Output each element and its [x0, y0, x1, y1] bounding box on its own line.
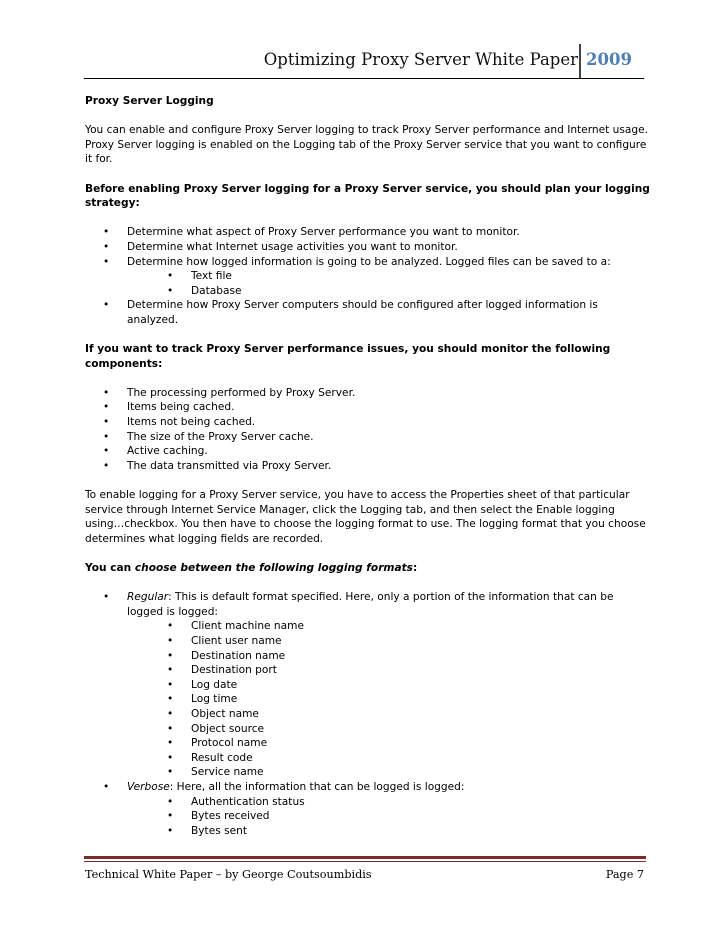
formats-heading-emph: choose between the following logging formats: [134, 562, 413, 574]
list-item: • Bytes sent: [127, 824, 650, 839]
footer-author: Technical White Paper – by George Coutsoumbidis: [85, 868, 372, 881]
verbose-text: : Here, all the information that can be logged is logged:: [169, 780, 465, 793]
footer-rule-thin: [84, 861, 646, 862]
regular-fields-list: [169, 619, 650, 780]
list-item: • Authentication status: [127, 795, 650, 810]
plan-heading: Before enabling Proxy Server logging for a Proxy Server service, you should plan your logging strategy:: [85, 182, 650, 210]
list-item: • Result code: [127, 751, 650, 766]
list-item: • Determine how Proxy Server computers should be configured after logged information is analyzed.: [85, 298, 650, 327]
formats-heading-suffix: :: [412, 562, 418, 574]
list-item: • Object name: [127, 707, 650, 722]
list-item: • Database: [127, 284, 650, 299]
intro-paragraph: You can enable and configure Proxy Server logging to track Proxy Server performance and Internet usage. Proxy Server logging is enabled on the Logging tab of the Proxy Server service that you want to configure it for.: [85, 124, 648, 166]
list-item-verbose: [85, 780, 650, 838]
list-item: • The processing performed by Proxy Server.: [85, 386, 650, 401]
monitor-list: [85, 386, 650, 474]
regular-label: Regular: [127, 591, 169, 604]
page-number: Page 7: [605, 868, 644, 881]
list-item: • Protocol name: [127, 736, 650, 751]
list-item: • Client user name: [127, 634, 650, 649]
list-item: • Determine what aspect of Proxy Server performance you want to monitor.: [85, 225, 650, 240]
list-item-text: Determine how logged information is going to be analyzed. Logged files can be saved to a:: [127, 255, 611, 268]
list-item: • Destination port: [127, 663, 650, 678]
footer-rule: [84, 856, 646, 859]
regular-text: : This is default format specified. Here, only a portion of the information that can be logged is logged:: [127, 591, 614, 618]
verbose-label: Verbose: [127, 780, 170, 793]
list-item: • Object source: [127, 722, 650, 737]
list-item: • Text file: [127, 269, 650, 284]
formats-list: [85, 590, 650, 838]
header-divider: [579, 44, 581, 78]
list-item: • Bytes received: [127, 809, 650, 824]
list-item: • Destination name: [127, 649, 650, 664]
list-item: • Items not being cached.: [85, 415, 650, 430]
list-item: • Log time: [127, 692, 650, 707]
list-item: • The data transmitted via Proxy Server.: [85, 459, 650, 474]
verbose-fields-list: [169, 795, 650, 839]
list-item: • Active caching.: [85, 444, 650, 459]
storage-sublist: [169, 269, 650, 298]
list-item: • Client machine name: [127, 619, 650, 634]
list-item: • Log date: [127, 678, 650, 693]
page-header: [84, 44, 644, 76]
page-body: [85, 94, 650, 838]
header-title: Optimizing Proxy Server White Paper: [263, 50, 578, 69]
monitor-heading: If you want to track Proxy Server performance issues, you should monitor the following components:: [85, 343, 611, 370]
list-item: • Determine what Internet usage activities you want to monitor.: [85, 240, 650, 255]
formats-heading-prefix: You can: [85, 562, 135, 574]
list-item: • Service name: [127, 765, 650, 780]
list-item: • The size of the Proxy Server cache.: [85, 430, 650, 445]
enable-paragraph: To enable logging for a Proxy Server service, you have to access the Properties sheet of that particular service through Internet Service Manager, click the Logging tab, and then select the Enable logging using…checkbox. You then have to choose the logging format to use. The logging format that you choose determines what logging fields are recorded.: [85, 489, 646, 545]
header-year: 2009: [586, 50, 632, 69]
list-item: [85, 255, 650, 299]
section-title: Proxy Server Logging: [85, 95, 214, 107]
header-rule: [84, 78, 644, 79]
formats-heading: [85, 561, 650, 576]
list-item-regular: [85, 590, 650, 780]
list-item: • Items being cached.: [85, 400, 650, 415]
plan-list: [85, 225, 650, 327]
